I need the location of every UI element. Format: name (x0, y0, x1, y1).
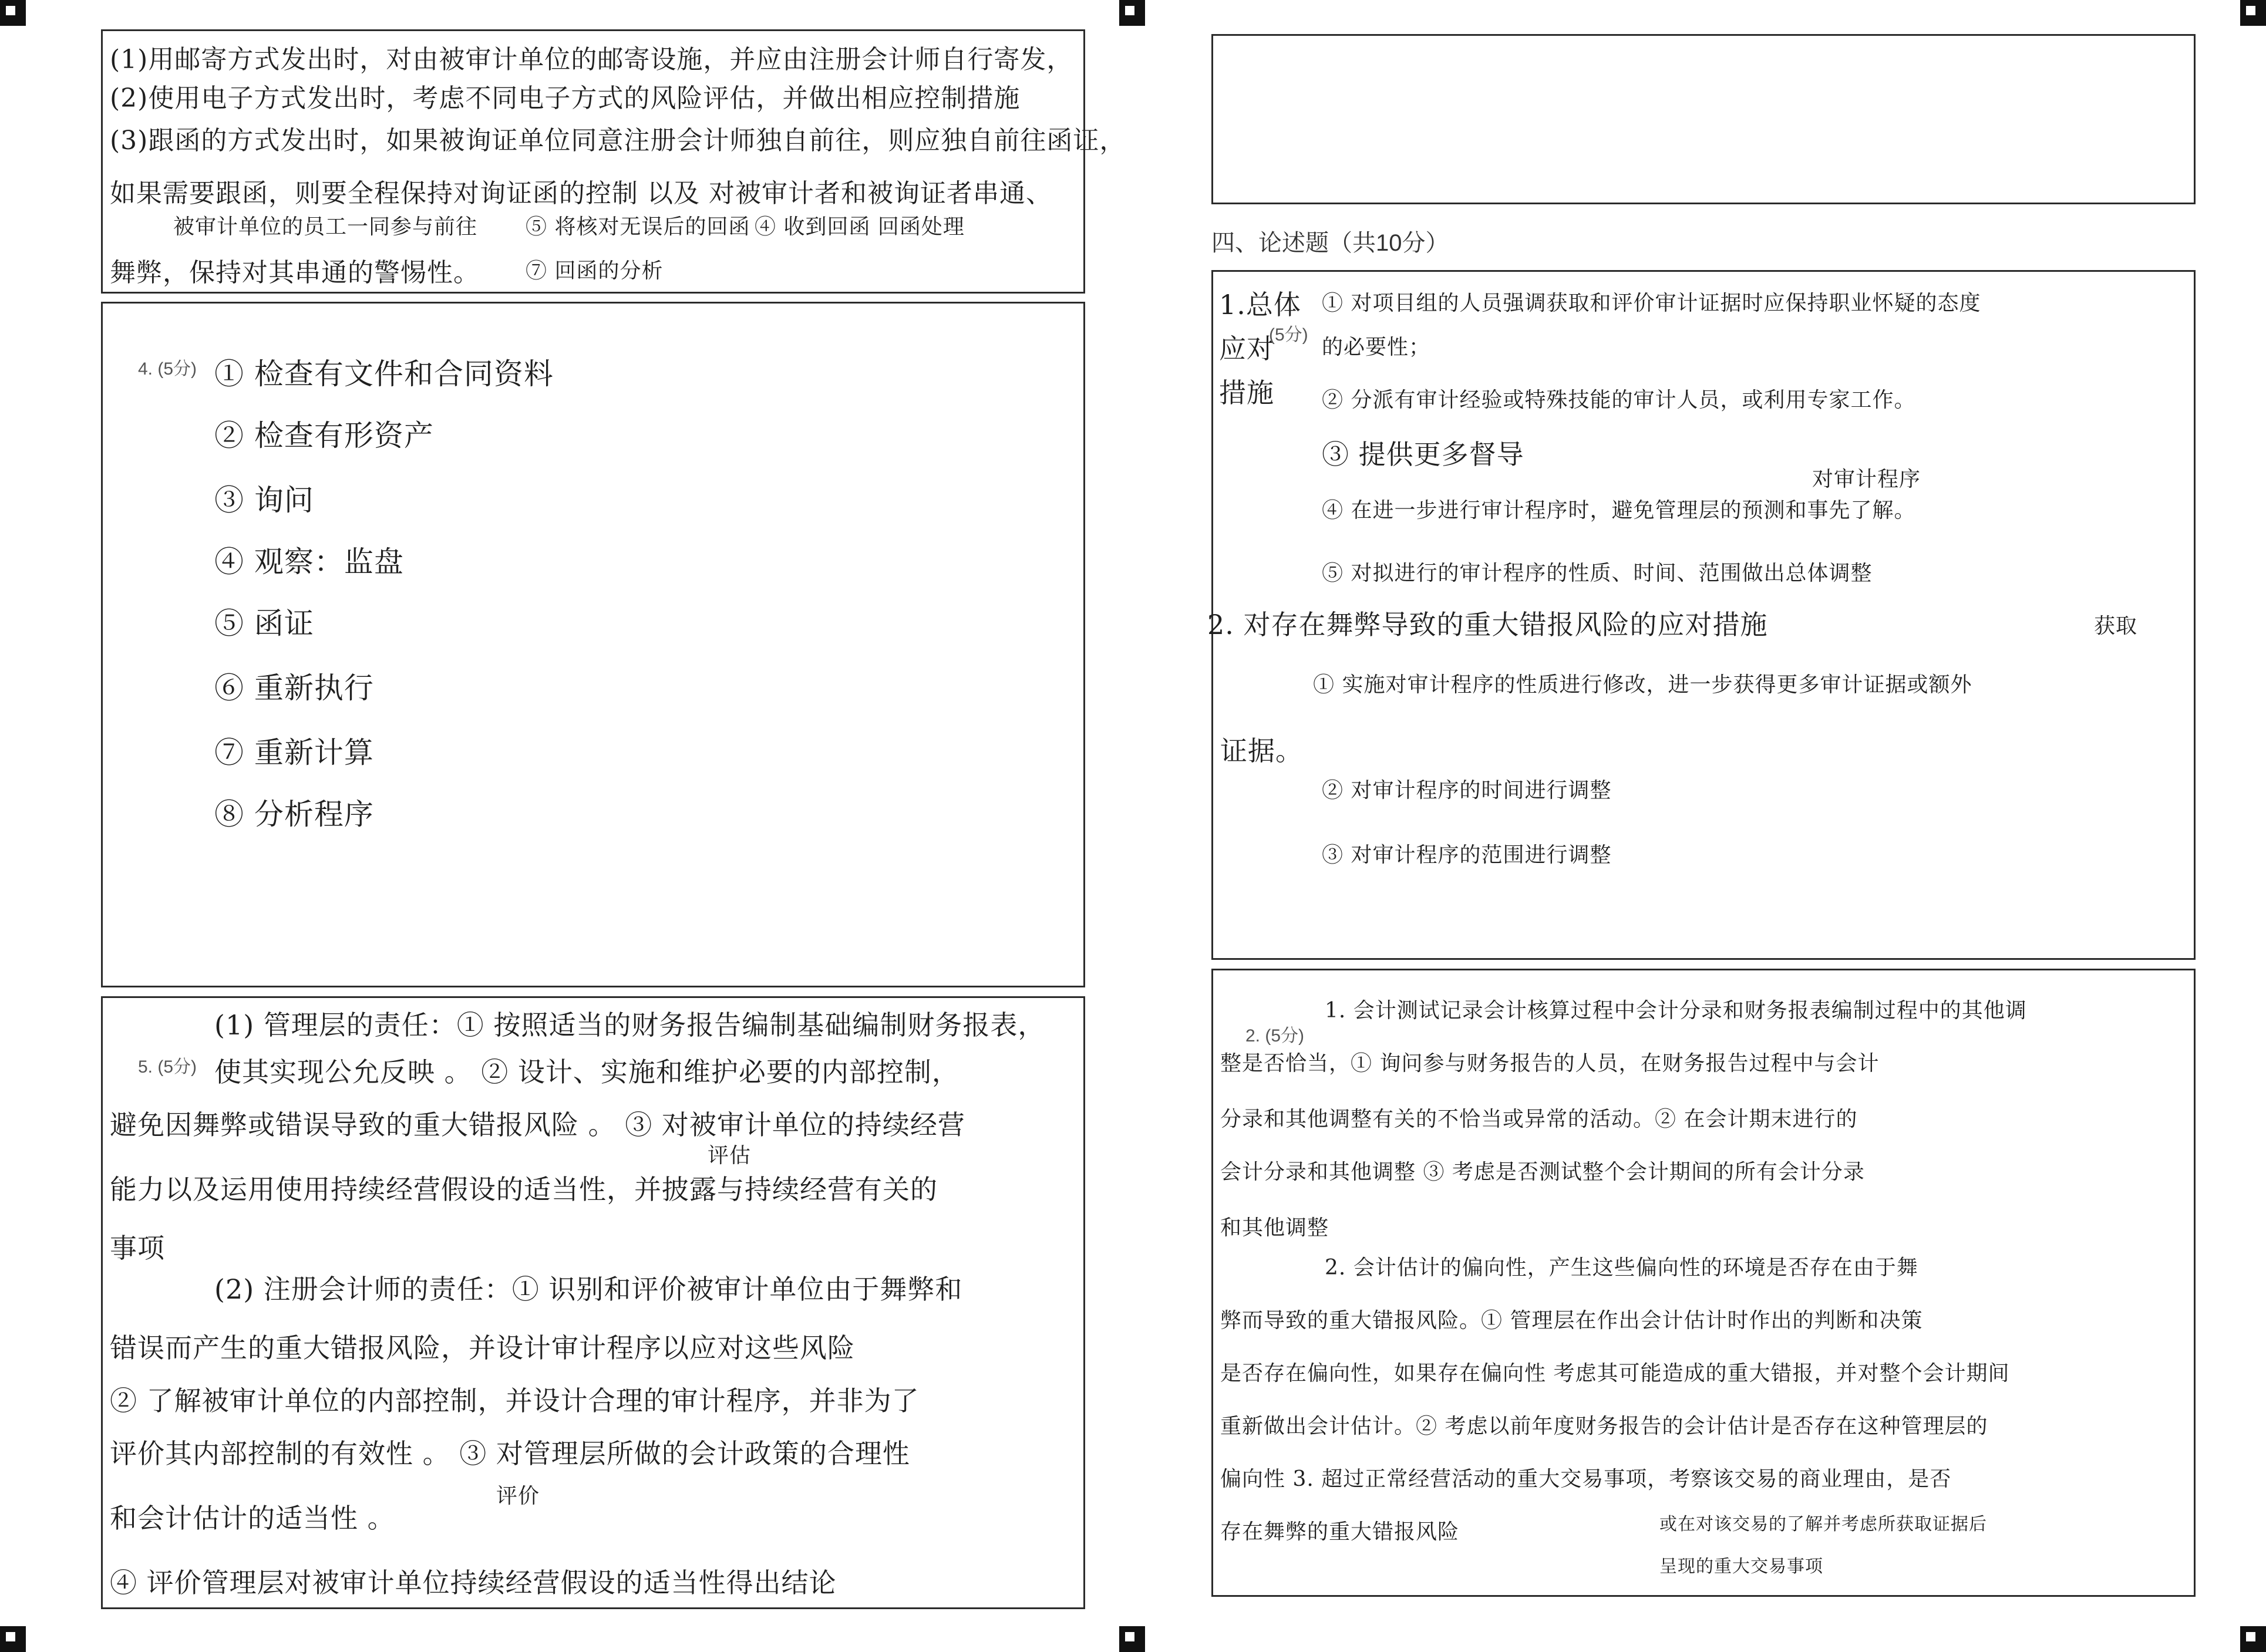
q4-item-6: ⑥ 重新执行 (214, 671, 374, 705)
essay2-line-5: 和其他调整 (1220, 1216, 1329, 1240)
q3-line-3: (3)跟函的方式发出时，如果被询证单位同意注册会计师独自前往，则应独自前往函证， (110, 126, 1126, 156)
q5-line-11: 评价 (496, 1484, 540, 1508)
essay2-line-6: 2. 会计估计的偏向性，产生这些偏向性的环境是否存在由于舞 (1325, 1256, 1918, 1280)
essay1-line-4: ③ 提供更多督导 (1322, 439, 1524, 470)
q5-line-10: 评价其内部控制的有效性 。 ③ 对管理层所做的会计政策的合理性 (110, 1438, 910, 1469)
q5-line-5: 能力以及运用使用持续经营假设的适当性，并披露与持续经营有关的 (110, 1174, 938, 1205)
essay1-line-6: ④ 在进一步进行审计程序时，避免管理层的预测和事先了解。 (1322, 498, 1916, 522)
q5-line-12: 和会计估计的适当性 。 (110, 1502, 395, 1534)
registration-marker-bottom-right (2240, 1626, 2266, 1652)
registration-marker-top-center (1119, 0, 1145, 26)
q4-item-3: ③ 询问 (214, 483, 314, 517)
essay1-line-3: ② 分派有审计经验或特殊技能的审计人员，或利用专家工作。 (1322, 388, 1916, 412)
essay1-line-5: 对审计程序 (1812, 467, 1921, 491)
essay2-score-label: 2. (5分) (1245, 1026, 1305, 1046)
essay2-line-1: 1. 会计测试记录会计核算过程中会计分录和财务报表编制过程中的其他调 (1325, 999, 2027, 1023)
essay1-side-note-3: 措施 (1219, 377, 1274, 409)
essay1-line-7: ⑤ 对拟进行的审计程序的性质、时间、范围做出总体调整 (1322, 561, 1873, 585)
essay-box-q2 (1211, 969, 2196, 1597)
essay1-line-1: ① 对项目组的人员强调获取和评价审计证据时应保持职业怀疑的态度 (1322, 291, 1981, 315)
answer-box-q4 (101, 302, 1085, 987)
essay2-line-8: 是否存在偏向性，如果存在偏向性 考虑其可能造成的重大错报，并对整个会计期间 (1220, 1361, 2010, 1385)
q5-line-7: (2) 注册会计师的责任：① 识别和评价被审计单位由于舞弊和 (214, 1273, 963, 1305)
q3-line-4: 如果需要跟函，则要全程保持对询证函的控制 以及 对被审计者和被询证者串通、 (110, 178, 1052, 208)
q4-item-5: ⑤ 函证 (214, 606, 314, 640)
q4-score-label: 4. (5分) (138, 359, 197, 379)
registration-marker-top-right (2240, 0, 2266, 26)
q3-line-5: 被审计单位的员工一同参与前往 (173, 215, 478, 239)
essay1-line-10: ① 实施对审计程序的性质进行修改，进一步获得更多审计证据或额外 (1313, 673, 1972, 697)
q3-line-9: ⑦ 回函的分析 (526, 259, 664, 283)
essay2-line-4: 会计分录和其他调整 ③ 考虑是否测试整个会计期间的所有会计分录 (1220, 1160, 1865, 1184)
answer-box-empty (1211, 34, 2196, 204)
essay1-line-11: 证据。 (1220, 735, 1303, 767)
q3-line-7: ④ 收到回函 回函处理 (755, 215, 965, 239)
essay2-line-12: 或在对该交易的了解并考虑所获取证据后 (1659, 1514, 1987, 1535)
essay1-line-2: 的必要性； (1322, 335, 1431, 359)
registration-marker-bottom-center (1119, 1626, 1145, 1652)
q3-line-8: 舞弊，保持对其串通的警惕性。 (110, 258, 480, 288)
q3-line-6: ⑤ 将核对无误后的回函 (526, 215, 750, 239)
essay1-side-note-1: 1.总体 (1219, 289, 1301, 321)
essay2-line-10: 偏向性 3. 超过正常经营活动的重大交易事项，考察该交易的商业理由，是否 (1220, 1467, 1952, 1491)
section-four-heading: 四、论述题（共10分） (1211, 230, 1449, 256)
q4-item-7: ⑦ 重新计算 (214, 736, 374, 770)
q5-line-2: 使其实现公允反映 。 ② 设计、实施和维护必要的内部控制， (214, 1056, 959, 1088)
q4-item-1: ① 检查有文件和合同资料 (214, 357, 554, 391)
essay1-line-8: 2. 对存在舞弊导致的重大错报风险的应对措施 (1207, 609, 1768, 640)
essay1-line-9: 获取 (2094, 614, 2138, 638)
answer-box-q5 (101, 996, 1085, 1609)
q4-item-2: ② 检查有形资产 (214, 419, 434, 453)
q4-item-8: ⑧ 分析程序 (214, 797, 374, 831)
essay2-line-7: 弊而导致的重大错报风险。① 管理层在作出会计估计时作出的判断和决策 (1220, 1309, 1923, 1333)
essay2-line-3: 分录和其他调整有关的不恰当或异常的活动。② 在会计期末进行的 (1220, 1107, 1858, 1131)
q5-line-13: ④ 评价管理层对被审计单位持续经营假设的适当性得出结论 (110, 1567, 837, 1599)
registration-marker-bottom-left (0, 1626, 26, 1652)
q3-line-2: (2)使用电子方式发出时，考虑不同电子方式的风险评估，并做出相应控制措施 (110, 83, 1021, 113)
q5-line-3: 避免因舞弊或错误导致的重大错报风险 。 ③ 对被审计单位的持续经营 (110, 1109, 965, 1141)
q5-score-label: 5. (5分) (138, 1057, 197, 1077)
essay-box-q1 (1207, 270, 2196, 960)
essay2-line-2: 整是否恰当，① 询问参与财务报告的人员，在财务报告过程中与会计 (1220, 1051, 1880, 1076)
answer-box-q3 (101, 29, 1126, 294)
essay1-line-13: ③ 对审计程序的范围进行调整 (1322, 843, 1612, 867)
essay2-line-11: 存在舞弊的重大错报风险 (1220, 1520, 1460, 1544)
q5-line-1: (1) 管理层的责任：① 按照适当的财务报告编制基础编制财务报表， (214, 1009, 1046, 1041)
q5-line-8: 错误而产生的重大错报风险，并设计审计程序以应对这些风险 (110, 1332, 855, 1364)
essay1-side-note-2: 应对 (1219, 333, 1274, 365)
q5-line-9: ② 了解被审计单位的内部控制，并设计合理的审计程序，并非为了 (110, 1385, 920, 1417)
essay1-score-label: (5分) (1269, 325, 1308, 345)
essay2-line-13: 呈现的重大交易事项 (1659, 1556, 1823, 1577)
q5-line-4: 评估 (708, 1144, 752, 1168)
registration-marker-top-left (0, 0, 26, 26)
essay2-line-9: 重新做出会计估计。② 考虑以前年度财务报告的会计估计是否存在这种管理层的 (1220, 1414, 1988, 1438)
q4-item-4: ④ 观察：监盘 (214, 545, 404, 579)
q5-line-6: 事项 (110, 1232, 165, 1264)
essay1-line-12: ② 对审计程序的时间进行调整 (1322, 778, 1612, 803)
q3-line-1: (1)用邮寄方式发出时，对由被审计单位的邮寄设施，并应由注册会计师自行寄发， (110, 45, 1073, 75)
